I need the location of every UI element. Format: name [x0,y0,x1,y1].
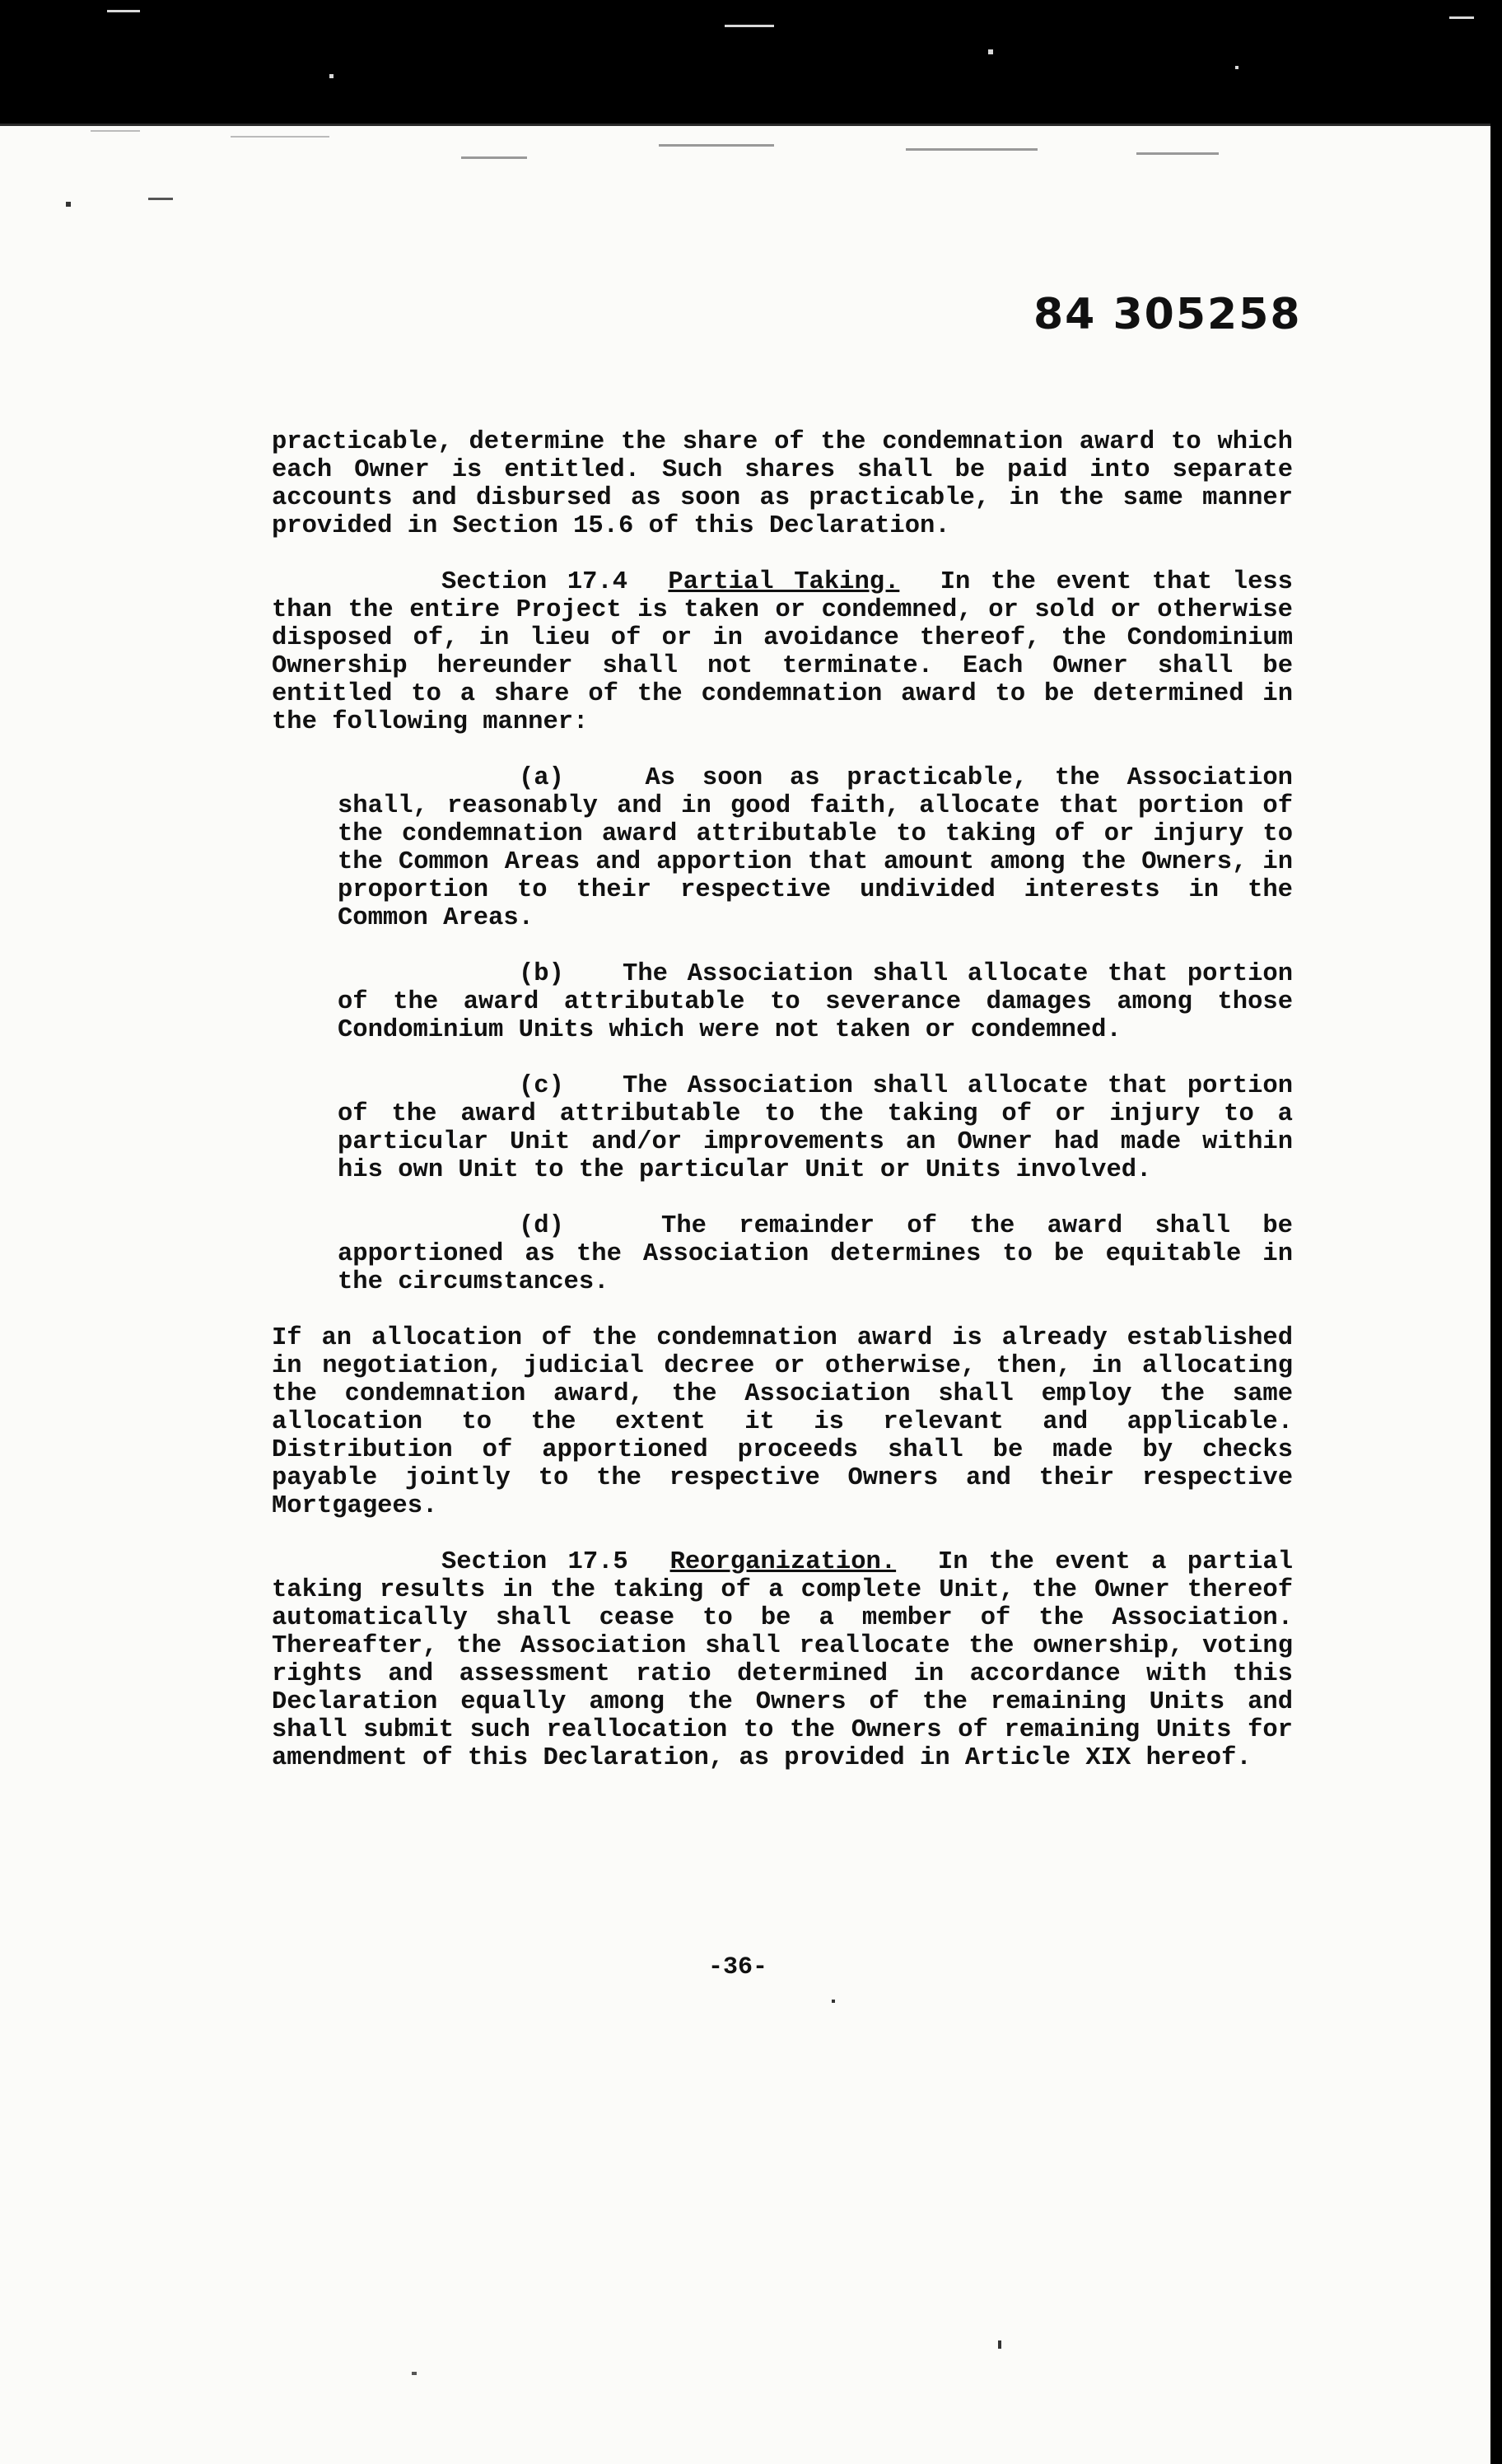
scan-speck [659,144,774,147]
document-number: 84 305258 [1033,290,1302,339]
scan-speck [412,2372,417,2375]
scan-speck [148,198,173,200]
item-marker: (c) [519,1072,564,1100]
list-item-b [338,960,1293,1044]
scan-speck [1136,152,1219,155]
scan-speck [725,25,774,27]
section-17-5-paragraph [272,1548,1293,1772]
allocation-paragraph: If an allocation of the condemnation award is already established in negotiation, judicial decree or otherwise, then, in allocating the condemnation award, the Association shall employ the same allocation to the extent it is relevant and applicable. Distribution of apportioned proceeds shall be made by checks payable jointly to the respective Owners and their respective Mortgagees. [272,1324,1293,1520]
item-text: As soon as practicable, the Association shall, reasonably and in good faith, allocate that portion of the condemnation award attributable to taking of or injury to the Common Areas and apportion that amount among the Owners, in proportion to their respective undivided interests in the Common Areas. [338,764,1293,932]
scan-speck [1235,66,1238,69]
section-17-4-label: Section 17.4 [441,568,628,596]
scan-speck [832,2000,835,2003]
scan-speck [998,2340,1001,2349]
item-text: The Association shall allocate that portion of the award attributable to the taking of or injury to a particular Unit and/or improvements an Owner had made within his own Unit to the particular Unit or Units involved. [338,1072,1293,1184]
section-17-4-title: Partial Taking. [668,568,900,596]
section-17-5-text: In the event a partial taking results in the taking of a complete Unit, the Owner thereof automatically shall cease to be a member of the Association. Thereafter, the Association shall reallocate the ownership, voting rights and assessment ratio determined in accordance with this Declaration equally among the Owners of the remaining Units and shall submit such reallocation to the Owners of remaining Units for amendment of this Declaration, as provided in Article XIX hereof. [272,1548,1293,1772]
section-17-4-paragraph [272,568,1293,736]
item-text: The Association shall allocate that portion of the award attributable to severance damages among those Condominium Units which were not taken or condemned. [338,960,1293,1044]
continuation-paragraph: practicable, determine the share of the condemnation award to which each Owner is entitled. Such shares shall be paid into separate accounts and disbursed as soon as practicable, in the same manner provided in Section 15.6 of this Declaration. [272,428,1293,540]
list-item-c [338,1072,1293,1184]
list-item-d [338,1212,1293,1296]
section-17-5-title: Reorganization. [669,1548,897,1576]
section-17-5-label: Section 17.5 [441,1548,628,1576]
item-text: The remainder of the award shall be apportioned as the Association determines to be equitable in the circumstances. [338,1212,1293,1296]
item-marker: (d) [519,1212,564,1240]
scan-speck [329,74,334,78]
item-marker: (b) [519,960,564,988]
scan-speck [988,49,993,54]
page-number: -36- [708,1953,768,1981]
scan-speck [66,202,71,207]
item-marker: (a) [519,764,564,792]
scan-speck [91,130,140,132]
scan-speck [231,136,329,138]
list-item-a [338,764,1293,932]
scan-speck [107,10,140,12]
document-body [272,428,1293,1772]
scan-speck [461,156,527,159]
page-edge [0,124,1490,126]
section-17-4-text: In the event that less than the entire Project is taken or condemned, or sold or otherwise disposed of, in lieu of or in avoidance thereof, the Condominium Ownership hereunder shall not terminate. Each Owner shall be entitled to a share of the condemnation award to be determined in the following manner: [272,568,1293,736]
scan-speck [906,148,1038,151]
scan-speck [1449,16,1474,19]
